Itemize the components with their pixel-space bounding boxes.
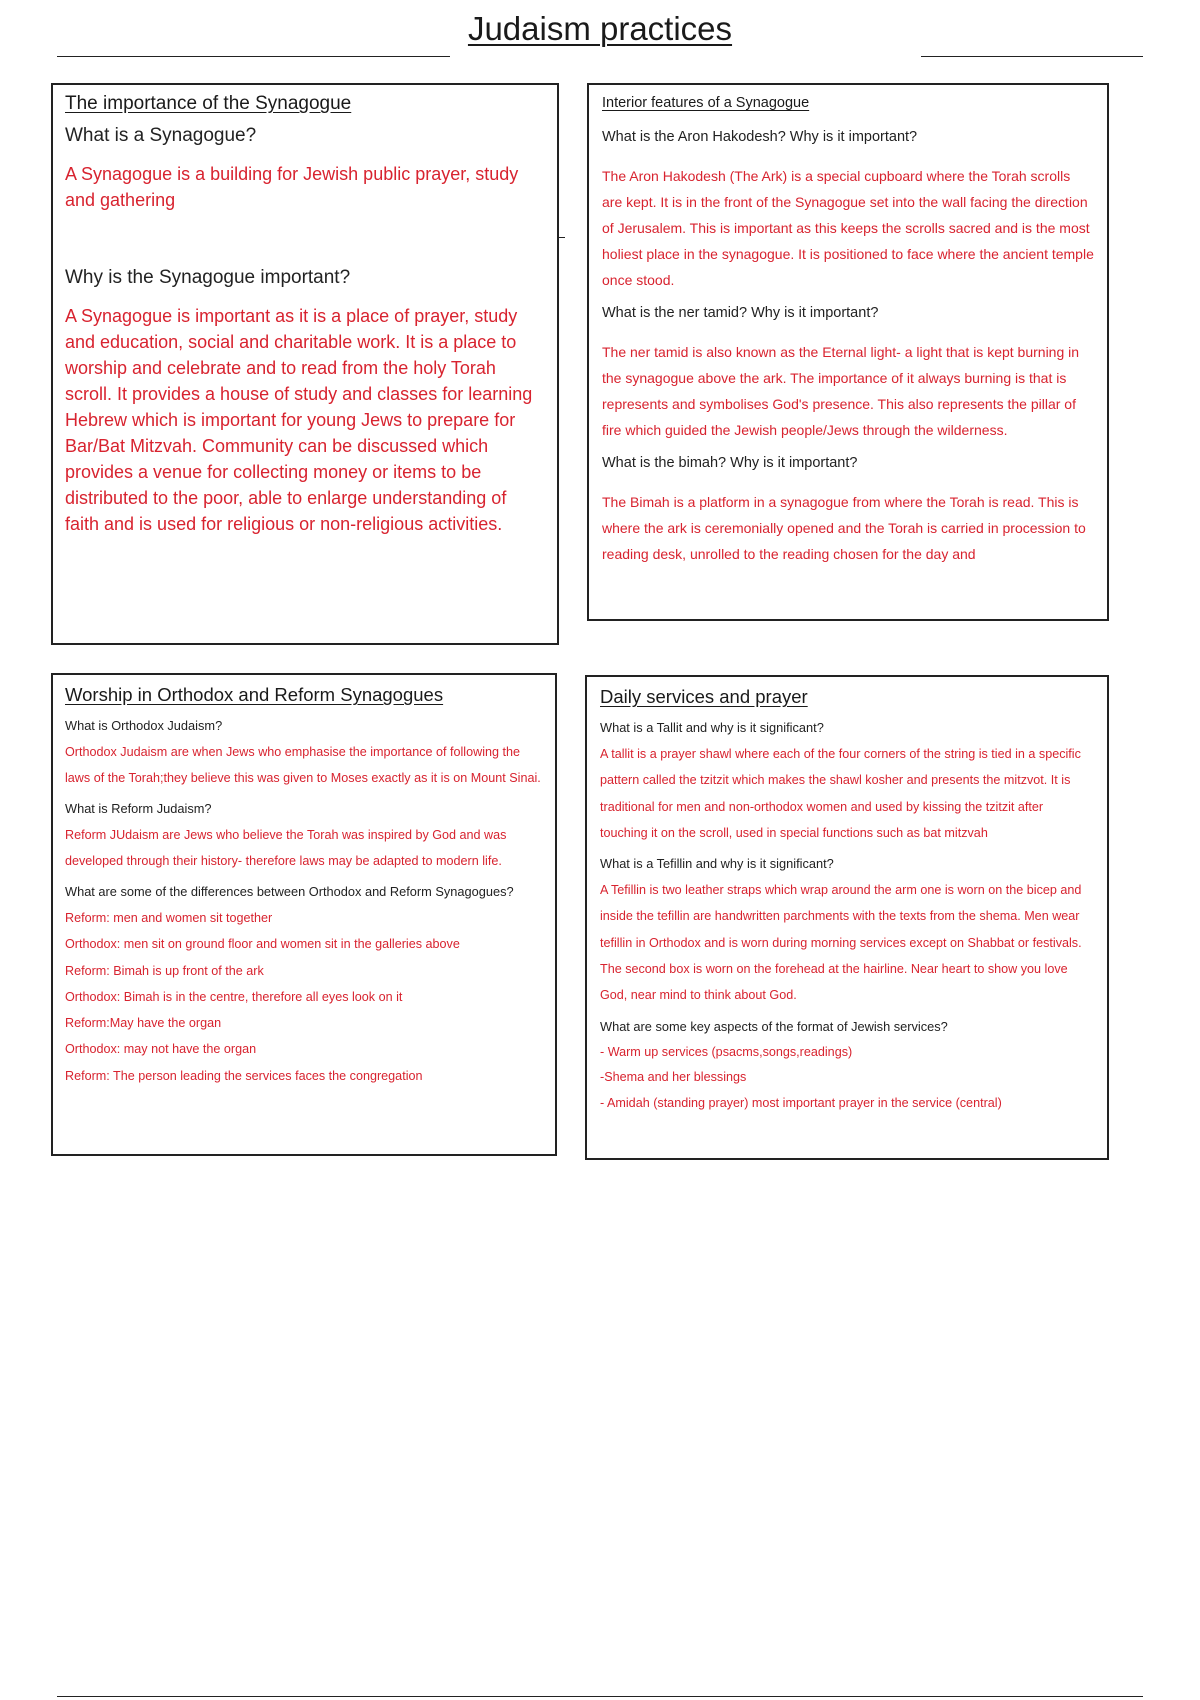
synagogue-importance-box — [51, 83, 559, 645]
question: What are some of the differences between Orthodox and Reform Synagogues? — [65, 884, 514, 899]
aspect-item: - Amidah (standing prayer) most important prayer in the service (central) — [600, 1095, 1002, 1110]
footer-rule — [57, 1696, 1143, 1697]
answer: A Synagogue is important as it is a place of prayer, study and education, social and charitable work. It is a place to worship and celebrate and to read from the holy Torah scroll. It provides a house of study and classes for learning Hebrew which is important for young Jews to prepare for Bar/Bat Mitzvah. Community can be discussed which provides a venue for collecting money or items to be distributed to the poor, able to enlarge understanding of faith and is used for religious or non-religious activities. — [65, 306, 533, 534]
answer: Orthodox Judaism are when Jews who emphasise the importance of following the laws of the Torah;they believe this was given to Moses exactly as it is on Mount Sinai. — [65, 745, 541, 785]
question: What are some key aspects of the format of Jewish services? — [600, 1018, 948, 1034]
question: What is the ner tamid? Why is it important? — [602, 305, 879, 321]
difference-item: Reform: The person leading the services faces the congregation — [65, 1068, 423, 1083]
divider-tick — [559, 237, 565, 238]
question: What is Orthodox Judaism? — [65, 718, 223, 733]
aspect-item: -Shema and her blessings — [600, 1070, 747, 1085]
answer: The ner tamid is also known as the Eternal light- a light that is kept burning in the synagogue above the ark. The importance of it always burning is that is represents and symbolises God's presence. This also represents the pillar of fire which guided the Jewish people/Jews through the wilderness. — [602, 344, 1080, 438]
question: What is the bimah? Why is it important? — [602, 455, 858, 471]
answer: Reform JUdaism are Jews who believe the Torah was inspired by God and was developed through their history- therefore laws may be adapted to modern life. — [65, 828, 507, 868]
section-heading: Daily services and prayer — [600, 686, 808, 707]
difference-item: Reform: men and women sit together — [65, 911, 273, 925]
difference-item: Reform: Bimah is up front of the ark — [65, 963, 264, 978]
answer: A tallit is a prayer shawl where each of the four corners of the string is tied in a specific pattern called the tzitzit which makes the shawl kosher and presents the mitzvot. It is traditional for men and non-orthodox women and used by kissing the tzitzit after touching it on the scroll, used in special functions such as bat mitzvah — [600, 747, 1081, 840]
question: Why is the Synagogue important? — [65, 267, 351, 288]
difference-item: Orthodox: may not have the organ — [65, 1042, 257, 1057]
page-title: Judaism practices — [467, 10, 733, 47]
difference-item: Orthodox: Bimah is in the centre, therefore all eyes look on it — [65, 989, 403, 1004]
interior-features-box — [587, 83, 1109, 621]
section-heading: The importance of the Synagogue — [65, 93, 352, 114]
question: What is a Tallit and why is it significant? — [600, 720, 824, 735]
answer: A Tefillin is two leather straps which wrap around the arm one is worn on the bicep and inside the tefillin are handwritten parchments with the texts from the shema. Men wear tefillin in Orthodox and is worn during morning services except on Shabbat or festivals. The second box is worn on the forehead at the hairline. Near heart to show you love God, near mind to think about God. — [600, 883, 1082, 1003]
answer: A Synagogue is a building for Jewish public prayer, study and gathering — [65, 164, 519, 210]
worship-box — [51, 673, 557, 1156]
section-heading: Interior features of a Synagogue — [602, 95, 810, 111]
spacer — [65, 213, 545, 267]
question: What is Reform Judaism? — [65, 801, 212, 816]
section-heading: Worship in Orthodox and Reform Synagogues — [65, 684, 444, 705]
daily-services-box — [585, 675, 1109, 1160]
answer: The Bimah is a platform in a synagogue from where the Torah is read. This is where the ark is ceremonially opened and the Torah is carried in procession to reading desk, unrolled to the reading chosen for the day and — [602, 494, 1086, 562]
question: What is a Synagogue? — [65, 125, 257, 146]
answer: The Aron Hakodesh (The Ark) is a special cupboard where the Torah scrolls are kept. It is in the front of the Synagogue set into the wall facing the direction of Jerusalem. This is important as this keeps the scrolls sacred and is the most holiest place in the synagogue. It is positioned to face where the ancient temple once stood. — [602, 168, 1094, 288]
question: What is a Tefillin and why is it significant? — [600, 856, 834, 872]
header-rule-right — [921, 56, 1143, 57]
aspect-item: - Warm up services (psacms,songs,readings) — [600, 1044, 853, 1059]
difference-item: Reform:May have the organ — [65, 1016, 222, 1031]
question: What is the Aron Hakodesh? Why is it important? — [602, 129, 918, 145]
difference-item: Orthodox: men sit on ground floor and women sit in the galleries above — [65, 937, 460, 952]
header-rule-left — [57, 56, 450, 57]
